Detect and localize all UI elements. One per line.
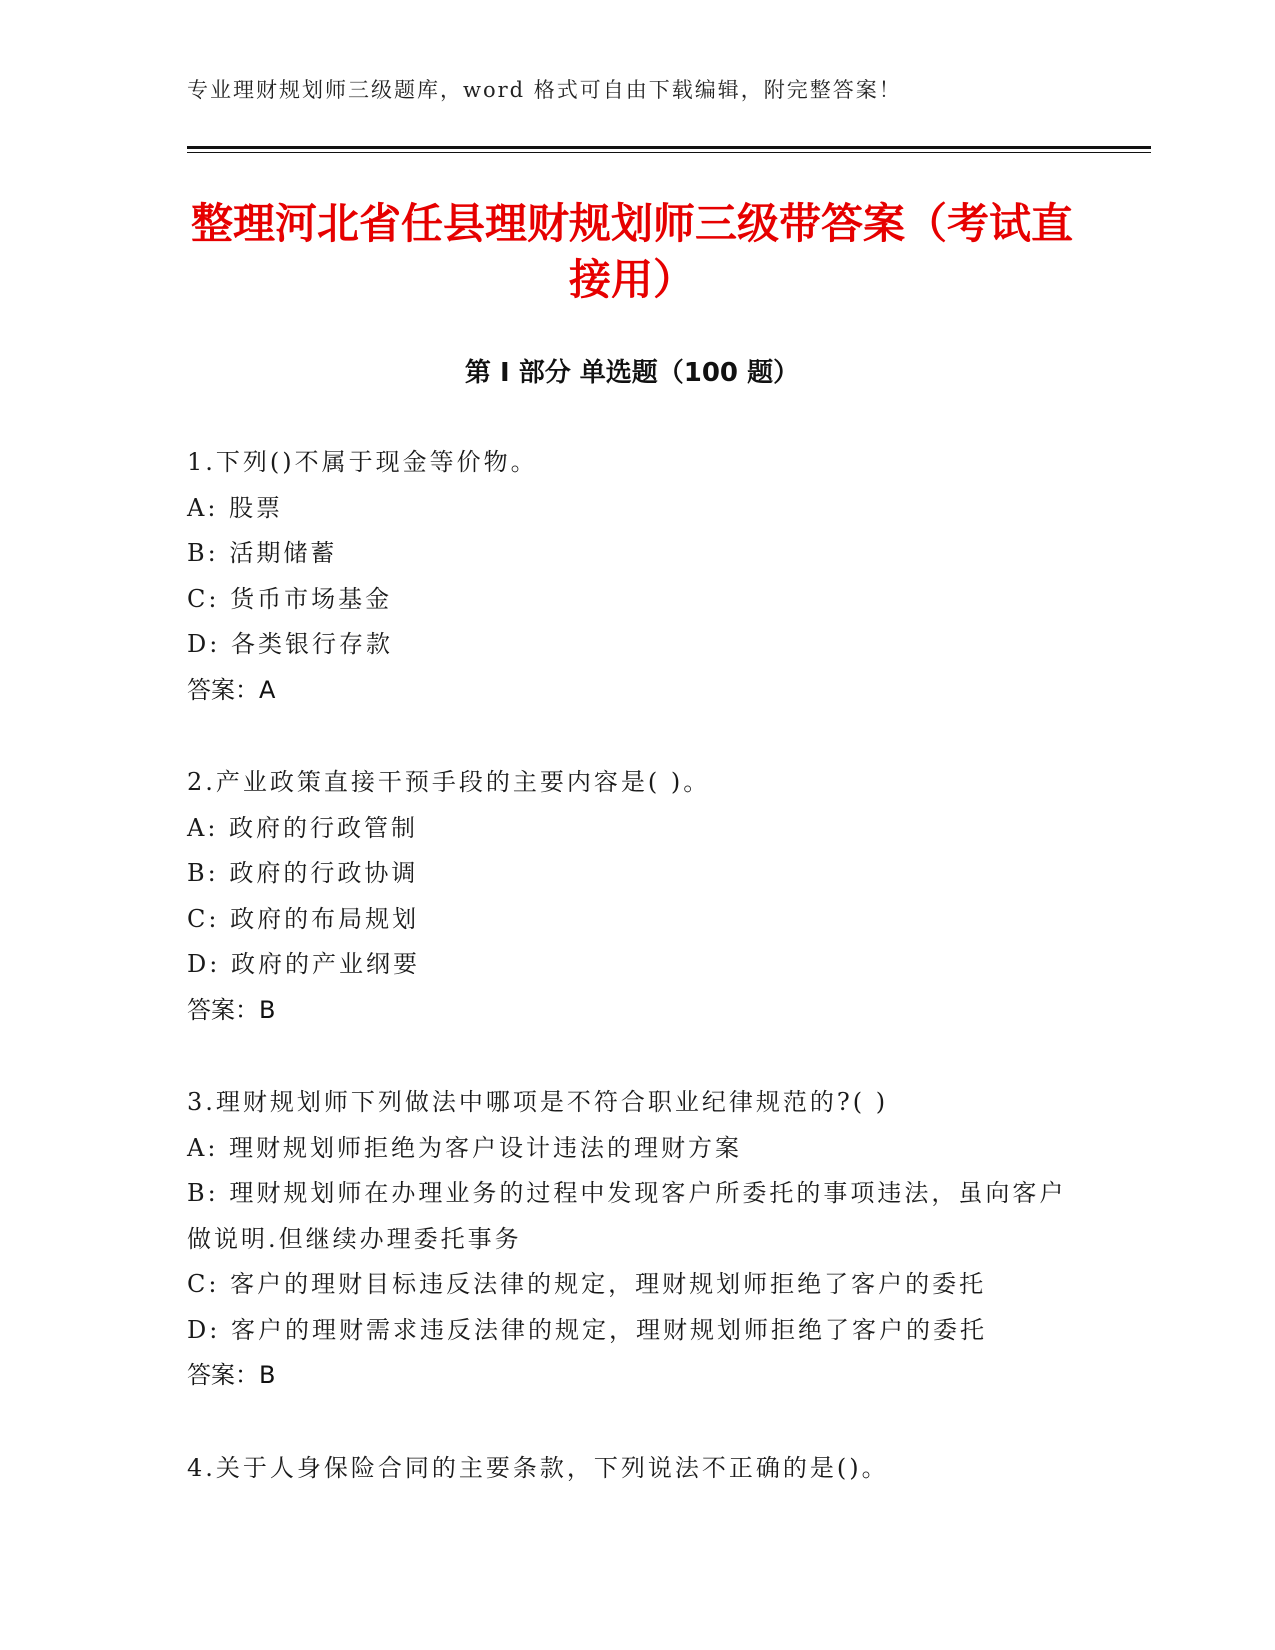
- option-b: B: 政府的行政协调: [187, 859, 419, 887]
- header-note: 专业理财规划师三级题库，word 格式可自由下载编辑，附完整答案！: [187, 78, 902, 102]
- answer-line: 答案：B: [187, 995, 276, 1024]
- question-list: [187, 440, 1067, 1538]
- question-stem: 3.理财规划师下列做法中哪项是不符合职业纪律规范的?( ): [187, 1088, 889, 1116]
- header-rule-thick: [187, 146, 1151, 149]
- question-3: [187, 1080, 1067, 1399]
- question-2: [187, 760, 1067, 1033]
- question-stem: 2.产业政策直接干预手段的主要内容是( )。: [187, 768, 711, 796]
- option-d: D: 客户的理财需求违反法律的规定，理财规划师拒绝了客户的委托: [187, 1315, 987, 1344]
- section-title: 第 I 部分 单选题（100 题）: [464, 358, 800, 388]
- option-d: D: 各类银行存款: [187, 630, 393, 658]
- option-b: B: 活期储蓄: [187, 539, 338, 567]
- option-d: D: 政府的产业纲要: [187, 950, 420, 978]
- header-rule-thin: [187, 152, 1151, 153]
- question-1: [187, 440, 1067, 713]
- option-a: A: 理财规划师拒绝为客户设计违法的理财方案: [187, 1133, 743, 1162]
- option-a: A: 股票: [187, 493, 284, 522]
- option-b: B: 理财规划师在办理业务的过程中发现客户所委托的事项违法，虽向客户做说明.但继续办理委托事务: [187, 1179, 1067, 1253]
- answer-line: 答案：A: [187, 675, 276, 704]
- question-stem: 4.关于人身保险合同的主要条款，下列说法不正确的是()。: [187, 1453, 889, 1482]
- option-a: A: 政府的行政管制: [187, 813, 419, 842]
- option-c: C: 政府的布局规划: [187, 904, 420, 933]
- option-c: C: 客户的理财目标违反法律的规定，理财规划师拒绝了客户的委托: [187, 1270, 987, 1298]
- answer-line: 答案：B: [187, 1361, 276, 1389]
- option-c: C: 货币市场基金: [187, 584, 393, 613]
- question-stem: 1.下列()不属于现金等价物。: [187, 448, 538, 476]
- question-4: [187, 1446, 1067, 1492]
- document-title: 整理河北省任县理财规划师三级带答案（考试直接用）: [190, 199, 1073, 304]
